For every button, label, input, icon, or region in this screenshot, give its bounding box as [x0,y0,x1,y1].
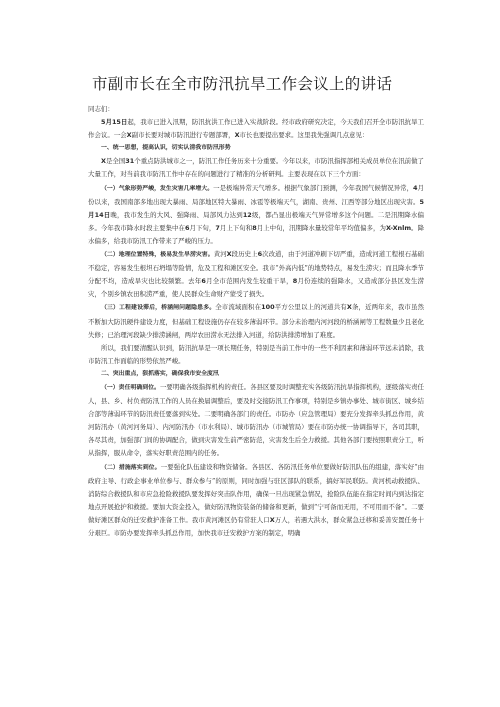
text-run: 万人，若遇大洪水，群众紧急迁移和妥善安置任务十分艰巨。市防办要发挥牵头抓总作用，加快我市迁安救护方案的制定，明确 [88,515,424,537]
paragraph-geography [88,248,424,301]
subheading-geography: （二）地理位置特殊，极易发生旱涝灾害。 [101,252,214,259]
text-run: 是全国 [105,157,126,166]
text-run: 平方公里以上的河道共有 [274,303,347,312]
number-text: 6 [201,277,206,286]
number-text: X-Xnlm [385,223,412,232]
subheading-measures: （二）措施落实到位。 [101,464,161,471]
text-run: 全市流域面积在 [215,303,262,312]
name-placeholder: X [346,303,352,312]
text-run: 一要明确各级指挥机构的责任。各县区要及时调整充实各级防汛抗旱指挥机构，逐级落实责任人，县、乡、村负责防汛工作的人员在换届调整后，要及时交接防汛工作事项，特别是乡镇办事处、城市街区、城乡结合部等薄弱环节的防汛责任要落到实处。二要明确各部门的责任。市防办（应急管理局）要充分发挥牵头抓总作用，黄河防汛办（黄河河务局）、内河防汛办（市水利局）、城市防汛办（市城管局）要在市防办统一协调指导下，各司其职，各尽其责，加强部门间的协调配合，做到灾害发生前严密防范，灾害发生后全力救援。其他各部门要按照职责分工，听从指挥，服从命令，落实好职责范围内的任务。 [88,382,424,458]
salutation: 同志们： [88,105,114,113]
date-text: 5月15日 [101,118,128,127]
text-run: 副市长要对城市防汛进行专题部署， [131,131,235,140]
section-heading-2: 二、突出重点，狠抓落实，确保我市安全度汛 [101,370,219,377]
number-text: 8 [252,223,257,232]
number-text: 7 [215,223,220,232]
text-run: 月份以来，我国南部多地出现大暴雨、局部地区特大暴雨、冰雹等极端天气，湖南、贵州、江西等部分地区出现灾害。 [88,183,424,206]
name-placeholder: X [269,515,275,524]
paragraph-weather [88,182,424,248]
text-run: 条，近两年来，我市虽然不断加大防汛硬件建设力度，但基础工程设施仍存在较多薄弱环节。部分未治理内河河段的桥涵闸等工程数量少且老化失修；已治理河段缺少排涝涵闸，两岸农田涝水无法排入河道，给防洪排涝增加了难度。 [88,303,424,339]
number-text: 31 [125,157,135,166]
text-run: 。降水偏多，给我市防汛工作带来了严峻的压力。 [88,223,424,245]
text-run: 月下旬， [189,223,216,232]
text-run: 月上下旬和 [219,223,253,232]
document-body [88,103,424,540]
text-run: 级，都凸显出极端天气异常增多这个问题。二是汛期降水偏多。今年我市降水时段主要集中在 [88,210,424,232]
text-run: 月份连续的强降水，又造成部分县区发生涝灾，个别乡镇农田积涝严重，使人民群众生命财产蒙受了损失。 [88,277,424,299]
text-run: 月上中旬，汛期降水量较常年平均值偏多，为 [256,223,386,232]
paragraph-conclusion: 所以，我们要清醒认识到，防汛抗旱是一项长期任务，特别是当前工作中的一些不利因素和薄弱环节远未消除，我市防汛工作面临的形势依然严峻。 [88,343,424,365]
text-run: 月全市范围内发生较重干旱， [205,277,293,286]
subheading-responsibility: （一）责任明确到位。 [101,384,160,391]
subheading-weather: （一）气象形势严峻，发生灾害几率增大。 [101,185,214,192]
document-title: 市副市长在全市防汛抗旱工作会议上的讲话 [92,75,393,93]
subheading-engineering: （三）工程建设滞后，桥涵闸问题隐患多。 [101,305,216,312]
number-text: 6 [257,250,263,259]
name-placeholder: X [226,250,232,259]
text-run: 市长也要提出要求。这里我先强调几点意见： [239,131,369,140]
number-text: 12 [242,210,252,219]
paragraph-responsibility [88,381,424,461]
text-run: 段历史上 [231,250,258,259]
number-text: 8 [292,277,298,286]
date-text: 5月14日 [88,197,424,219]
paragraph-intro [88,116,424,142]
number-text: 6 [184,223,190,232]
name-placeholder: X [101,157,106,166]
text-run: 次改道，由于河道冲刷下切严重，造成河道工程根石基础不稳定，容易发生根坦石坍塌等险情，危及工程和滩区安全。我市“外高内低”的地势特点，易发生涝灾；而且降水季节分配不均，造成旱灾也比较频繁。去年 [88,250,424,286]
text-run: 起，我市已进入汛期，防汛抗洪工作已进入实战阶段。经市政府研究决定，今天我们召开全市防汛抗旱工作会议。一会 [88,118,424,140]
text-run: 一要强化队伍建设和物资储备。各县区、各防汛任务单位要做好防汛队伍的组建，落实好“由政府主导、行政企事业单位参与、群众参与”的原则，同时加强与驻区部队的联系，搞好军民联防。黄河机动救援队、消防综合救援队和市应急抢险救援队要发挥好突击队作用，确保一旦出现紧急情况，抢险队伍能在指定时间内到达指定地点开展抢护和救援。要加大资金投入，做好防汛物资装备的储备和更新，做到“宁可备而无用，不可用而不备”。二要做好滩区群众的迁安救护准备工作。我市黄河滩区仍有常驻人口 [88,462,425,524]
paragraph-situation [88,155,424,181]
text-run: 晚，我市发生的大风、强降雨、局部风力达到 [110,210,243,219]
name-placeholder: X [234,131,240,140]
paragraph-engineering [88,301,424,341]
section-heading-1: 一、统一思想，提高认识，切实认清我市防汛形势 [101,145,231,152]
paragraph-measures [88,461,424,541]
text-run: 个重点防洪城市之一，防汛工作任务历来十分重要。今年以来，市防汛指挥部相关成员单位在汛前做了大量工作，对当前我市防汛工作中存在的问题进行了精准的分析研判。主要表现在以下三个方面： [88,157,424,179]
text-run: 黄河 [213,250,227,259]
number-text: 100 [261,303,275,312]
number-text: 4 [413,183,418,192]
text-run: 一是极端异常天气增多。根据气象部门预测，今年我国气候情况异常， [213,183,414,192]
name-placeholder: X [126,131,132,140]
